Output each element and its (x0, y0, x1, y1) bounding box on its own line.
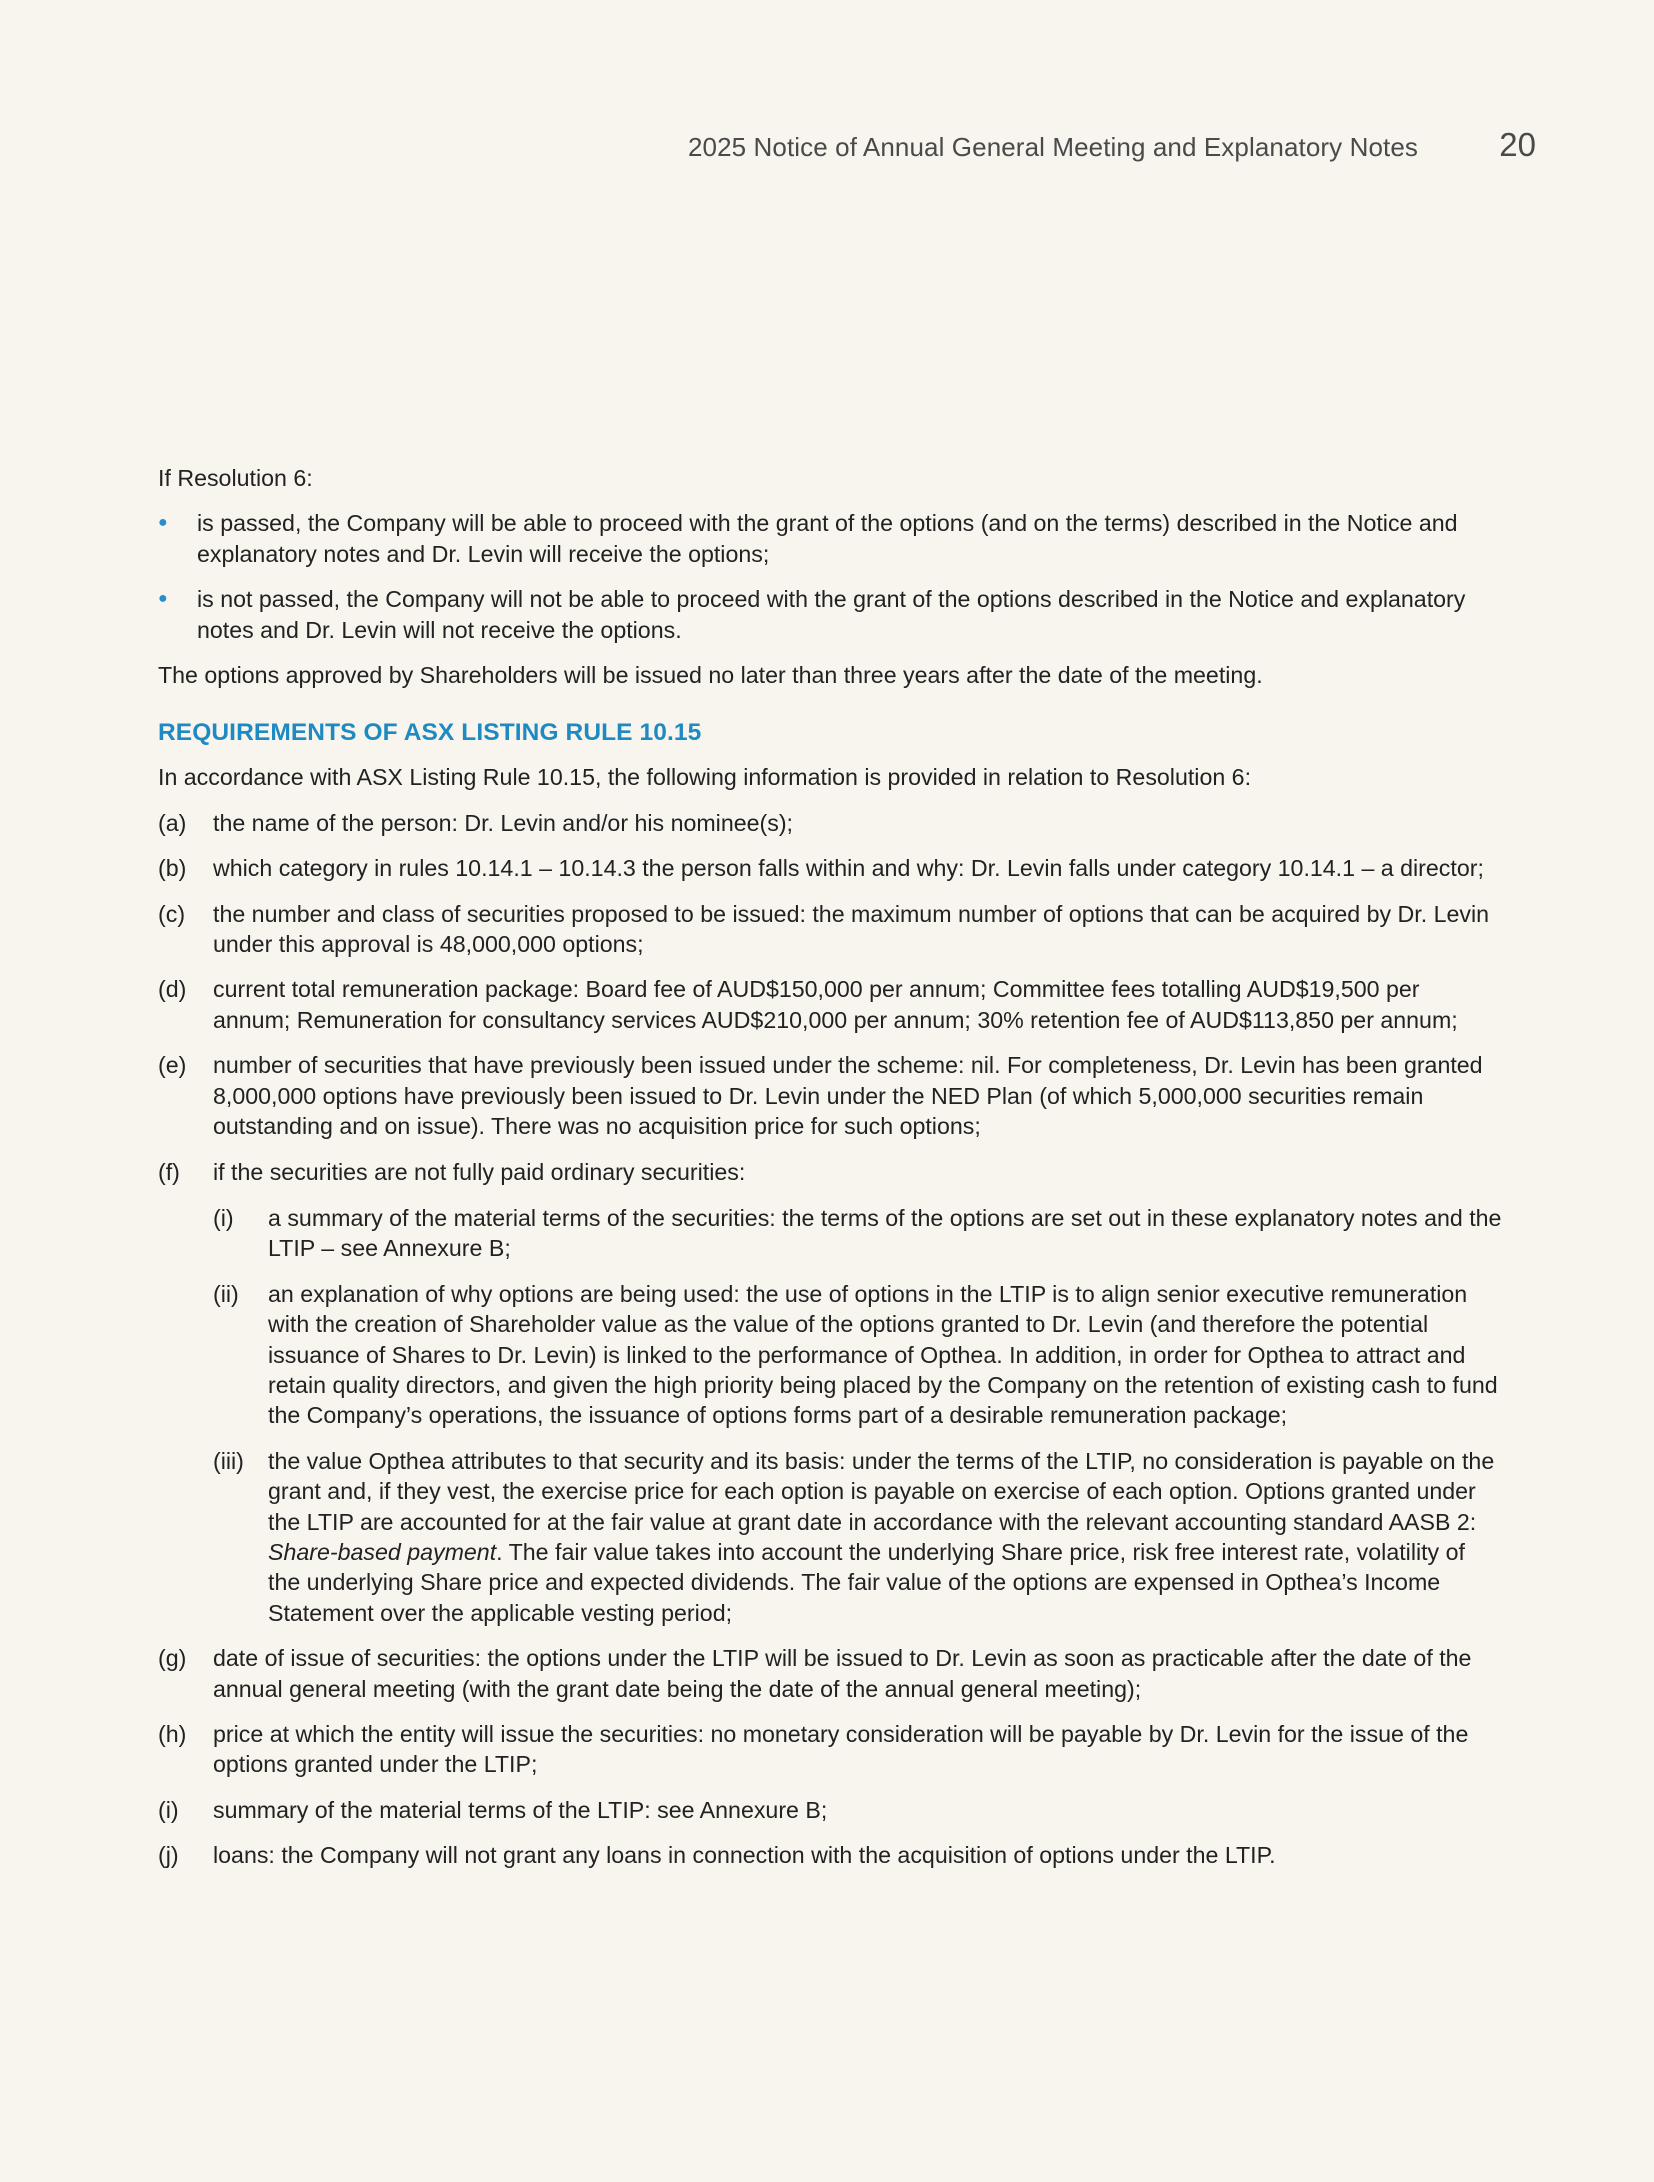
list-item-c (158, 899, 1503, 960)
item-label: (f) (158, 1158, 180, 1185)
item-text: if the securities are not fully paid ordinary securities: (213, 1158, 746, 1185)
sub-item-label: (iii) (213, 1447, 244, 1474)
item-text: price at which the entity will issue the securities: no monetary consideration will be payable by Dr. Levin for the issue of the options granted under the LTIP; (213, 1721, 1469, 1778)
sub-list (213, 1203, 1503, 1628)
list-item-b (158, 853, 1503, 883)
bullet-dot-icon: ● (158, 514, 168, 532)
bullet-text: is passed, the Company will be able to proceed with the grant of the options (and on the terms) described in the Notice and explanatory notes and Dr. Levin will receive the options; (197, 510, 1458, 567)
list-item-i (158, 1795, 1503, 1825)
item-label: (j) (158, 1842, 179, 1869)
item-label: (b) (158, 855, 187, 882)
item-text: the name of the person: Dr. Levin and/or his nominee(s); (213, 809, 794, 836)
item-label: (c) (158, 900, 186, 927)
section-lead-paragraph: In accordance with ASX Listing Rule 10.15, the following information is provided in relation to Resolution 6: (158, 764, 1252, 791)
item-label: (e) (158, 1052, 187, 1079)
sub-item-text: an explanation of why options are being used: the use of options in the LTIP is to align senior executive remuneration with the creation of Shareholder value as the value of the options granted to Dr. Levin (and therefore the potential issuance of Shares to Dr. Levin) is linked to the performance of Opthea. In addition, in order for Opthea to attract and retain quality directors, and given the high priority being placed by the Company on the retention of existing cash to fund the Company’s operations, the issuance of options forms part of a desirable remuneration package; (268, 1280, 1498, 1429)
standard-title-italic: Share-based payment (268, 1538, 497, 1565)
section-heading: REQUIREMENTS OF ASX LISTING RULE 10.15 (158, 719, 702, 747)
requirements-list (158, 808, 1503, 1871)
list-item-e (158, 1050, 1503, 1141)
sub-item-i (213, 1203, 1503, 1264)
resolution-intro: If Resolution 6: (158, 465, 313, 491)
item-text: which category in rules 10.14.1 – 10.14.3 the person falls within and why: Dr. Levin falls under category 10.14.1 – a director; (213, 855, 1484, 882)
document-title: 2025 Notice of Annual General Meeting and Explanatory Notes (687, 132, 1418, 162)
list-item-j (158, 1840, 1503, 1870)
item-label: (d) (158, 976, 187, 1003)
item-label: (h) (158, 1721, 187, 1747)
bullet-dot-icon: ● (158, 590, 168, 608)
item-label: (g) (158, 1645, 187, 1672)
page-body (158, 463, 1503, 1886)
list-item-d (158, 974, 1503, 1035)
list-item-a (158, 808, 1503, 838)
sub-item-label: (ii) (213, 1280, 239, 1307)
bullet-text: is not passed, the Company will not be able to proceed with the grant of the options described in the Notice and explanatory notes and Dr. Levin will not receive the options. (197, 586, 1466, 643)
outcome-bullet-list (158, 508, 1503, 645)
item-text: number of securities that have previously been issued under the scheme: nil. For completeness, Dr. Levin has been granted 8,000,000 options have previously been issued to Dr. Levin under the NED Plan (of which 5,000,000 securities remain outstanding and on issue). There was no acquisition price for such options; (213, 1052, 1483, 1140)
list-item-g (158, 1643, 1503, 1704)
bullet-item-passed (158, 508, 1503, 569)
list-item-f (158, 1157, 1503, 1629)
item-text: current total remuneration package: Board fee of AUD$150,000 per annum; Committee fees totalling AUD$19,500 per annum; Remuneration for consultancy services AUD$210,000 per annum; 30% retention fee of AUD$113,850 per annum; (213, 976, 1458, 1033)
item-label: (i) (158, 1796, 179, 1823)
sub-item-text-before: the value Opthea attributes to that security and its basis: under the terms of the LTIP, no consideration is payable on the grant and, if they vest, the exercise price for each option is payable on exercise of each option. Options granted under the LTIP are accounted for at the fair value at grant date in accordance with the relevant accounting standard AASB 2: (268, 1447, 1495, 1535)
sub-item-text-after: . The fair value takes into account the underlying Share price, risk free interest rate, volatility of the underlying Share price and expected dividends. The fair value of the options are expensed in Opthea’s Income Statement over the applicable vesting period; (268, 1538, 1465, 1626)
item-text: date of issue of securities: the options under the LTIP will be issued to Dr. Levin as soon as practicable after the date of the annual general meeting (with the grant date being the date of the annual general meeting); (213, 1645, 1472, 1702)
item-text: loans: the Company will not grant any loans in connection with the acquisition of options under the LTIP. (213, 1842, 1276, 1869)
sub-item-ii (213, 1279, 1503, 1431)
sub-item-label: (i) (213, 1204, 234, 1231)
item-label: (a) (158, 809, 187, 836)
item-text: summary of the material terms of the LTIP: see Annexure B; (213, 1796, 828, 1823)
sub-item-iii (213, 1446, 1503, 1628)
sub-item-text: a summary of the material terms of the securities: the terms of the options are set out in these explanatory notes and the LTIP – see Annexure B; (268, 1204, 1502, 1262)
list-item-h (158, 1719, 1503, 1780)
page-header (0, 126, 1654, 166)
page-number: 20 (1499, 126, 1536, 163)
issue-timing-paragraph: The options approved by Shareholders will be issued no later than three years after the date of the meeting. (158, 662, 1263, 689)
item-text: the number and class of securities proposed to be issued: the maximum number of options that can be acquired by Dr. Levin under this approval is 48,000,000 options; (213, 900, 1490, 958)
bullet-item-not-passed (158, 584, 1503, 645)
